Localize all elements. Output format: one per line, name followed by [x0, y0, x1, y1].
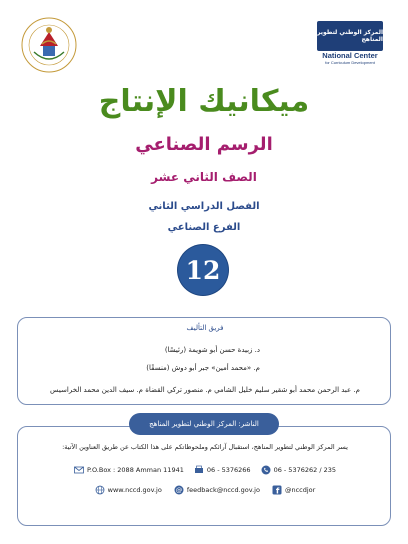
- fax-icon: [194, 465, 204, 475]
- phone-icon: [261, 465, 271, 475]
- at-sign-icon: [174, 485, 184, 495]
- authors-box: [17, 317, 391, 405]
- authors-heading: فريق التأليف: [186, 324, 224, 332]
- fax-contact: [194, 465, 251, 475]
- pobox-contact: [74, 465, 184, 475]
- website-contact[interactable]: [95, 485, 162, 495]
- ministry-emblem-icon: [20, 16, 78, 74]
- phone-contact: [261, 465, 336, 475]
- ncc-logo-badge: [317, 21, 383, 51]
- globe-icon: [95, 485, 105, 495]
- email-contact[interactable]: [174, 485, 260, 495]
- publisher-label: الناشر: المركز الوطني لتطوير المناهج: [149, 420, 259, 428]
- facebook-link[interactable]: @nccdjor: [284, 486, 316, 494]
- ncc-logo-english-sub: for Curriculum Development: [325, 60, 375, 65]
- website-link[interactable]: www.nccd.gov.jo: [107, 486, 162, 494]
- branch-label: الفرع الصناعي: [167, 222, 241, 233]
- envelope-icon: [74, 465, 84, 475]
- grade-number-badge: [178, 245, 228, 295]
- svg-text:@: @: [175, 486, 183, 495]
- grade-label: الصف الثاني عشر: [151, 170, 257, 184]
- publisher-box: [17, 426, 391, 526]
- book-subtitle: الرسم الصناعي: [135, 134, 273, 155]
- author-coordinator: م. «محمد أمين» جبر أبو دوش (منسقًا): [146, 364, 260, 372]
- book-title: ميكانيك الإنتاج: [98, 84, 310, 119]
- ncc-logo-english: National Center: [322, 51, 378, 60]
- grade-number: 12: [185, 255, 221, 285]
- publisher-description: يسر المركز الوطني لتطوير المناهج، استقبال آرائكم وملحوظاتكم على هذا الكتاب عن طريق العناوين الآتية:: [62, 443, 348, 451]
- pobox-text: P.O.Box : 2088 Amman 11941: [86, 466, 184, 474]
- fax-text: 06 - 5376266: [206, 466, 251, 474]
- ncc-logo: [317, 21, 383, 65]
- publisher-label-pill: [129, 413, 279, 435]
- phone-text: 06 - 5376262 / 235: [273, 466, 336, 474]
- author-members: م. عبد الرحمن محمد أبو شقير سليم خليل الشامي م. منصور تركي القضاة م. سيف الدين محمد الخراسيس: [50, 386, 360, 394]
- semester-label: الفصل الدراسي الثاني: [148, 201, 260, 212]
- author-lead: د. زبيدة حسن أبو شويمة (رئيسًا): [164, 346, 260, 354]
- facebook-icon: [272, 485, 282, 495]
- facebook-contact[interactable]: [272, 485, 315, 495]
- email-link[interactable]: feedback@nccd.gov.jo: [186, 486, 260, 494]
- svg-text:f: f: [275, 486, 280, 495]
- contact-row-primary: [18, 465, 392, 475]
- ncc-logo-arabic: المركز الوطني لتطوير المناهج: [317, 29, 383, 43]
- contact-row-online: [18, 485, 392, 495]
